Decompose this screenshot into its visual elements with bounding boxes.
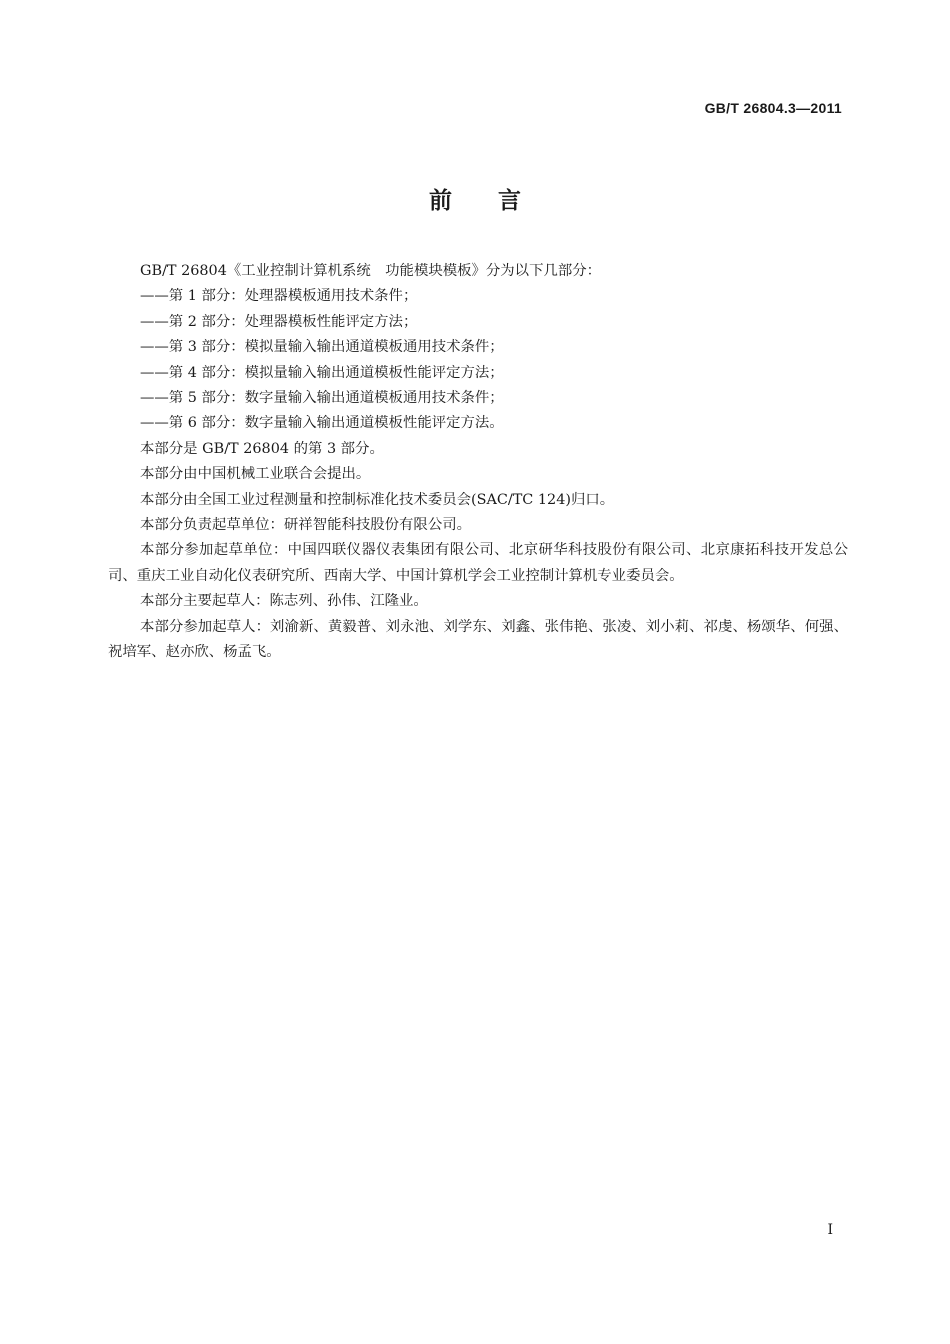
foreword-body [108,259,848,666]
participating-drafters-paragraph: 本部分参加起草人：刘渝新、黄毅普、刘永池、刘学东、刘鑫、张伟艳、张凌、刘小莉、祁虔、杨颂华、何强、祝培军、赵亦欣、杨孟飞。 [108,618,848,661]
lead-drafting-unit-paragraph: 本部分负责起草单位：研祥智能科技股份有限公司。 [140,517,471,534]
proposer-paragraph: 本部分由中国机械工业联合会提出。 [140,466,371,483]
main-drafters-paragraph: 本部分主要起草人：陈志列、孙伟、江隆业。 [140,593,428,610]
part-list-item-4: ——第 4 部分：模拟量输入输出通道模板性能评定方法； [140,364,504,381]
page-number: I [827,1222,833,1238]
part-statement-paragraph: 本部分是 GB/T 26804 的第 3 部分。 [140,440,384,457]
participating-units-paragraph: 本部分参加起草单位：中国四联仪器仪表集团有限公司、北京研华科技股份有限公司、北京康拓科技开发总公司、重庆工业自动化仪表研究所、西南大学、中国计算机学会工业控制计算机专业委员会。 [108,542,848,584]
page-title: 前言 [429,188,567,214]
intro-paragraph: GB/T 26804《工业控制计算机系统 功能模块模板》分为以下几部分： [140,263,602,279]
part-list-item-6: ——第 6 部分：数字量输入输出通道模板性能评定方法。 [140,415,504,432]
part-list-item-2: ——第 2 部分：处理器模板性能评定方法； [140,313,418,330]
part-list-item-1: ——第 1 部分：处理器模板通用技术条件； [140,288,418,305]
part-list-item-5: ——第 5 部分：数字量输入输出通道模板通用技术条件； [140,390,504,407]
part-list-item-3: ——第 3 部分：模拟量输入输出通道模板通用技术条件； [140,339,504,356]
standard-number: GB/T 26804.3—2011 [704,100,842,116]
administrator-paragraph: 本部分由全国工业过程测量和控制标准化技术委员会(SAC/TC 124)归口。 [140,491,615,508]
